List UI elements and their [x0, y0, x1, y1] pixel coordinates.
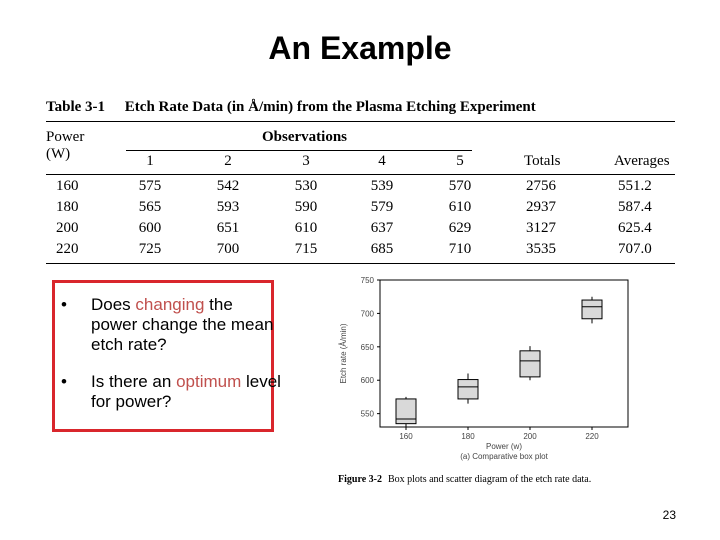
observations-rule	[126, 150, 472, 151]
observation-cell: 610	[448, 199, 472, 215]
chart-subtitle: (a) Comparative box plot	[460, 452, 548, 461]
comparative-box-plot	[330, 272, 650, 494]
x-tick-label: 220	[585, 432, 599, 441]
figure-caption-number: Figure 3-2	[338, 474, 382, 485]
power-cell: 220	[56, 241, 79, 257]
power-cell: 200	[56, 220, 79, 236]
power-cell: 180	[56, 199, 79, 215]
x-tick-label: 160	[399, 432, 413, 441]
slide-title: An Example	[268, 30, 452, 66]
observation-cell: 600	[138, 220, 162, 236]
observation-cell: 637	[370, 220, 394, 236]
observations-header: Observations	[262, 129, 348, 145]
observation-cell: 629	[448, 220, 472, 236]
y-tick-label: 650	[360, 342, 374, 352]
observation-cell: 539	[370, 178, 394, 194]
bullet-dot: •	[61, 372, 67, 391]
observation-cell: 530	[294, 178, 318, 194]
total-cell: 3127	[526, 220, 556, 236]
table-caption-text: Etch Rate Data (in Å/min) from the Plasma Etching Experiment	[124, 99, 536, 115]
obs-column-header: 2	[224, 153, 232, 169]
bullet-text-post: level for power?	[91, 372, 281, 411]
total-cell: 2937	[526, 199, 556, 215]
observation-cell: 593	[216, 199, 240, 215]
box-iqr	[520, 351, 540, 377]
figure-caption	[338, 474, 591, 485]
x-tick-label: 200	[523, 432, 537, 441]
table-caption-number: Table 3-1	[46, 99, 106, 115]
bullet-dot: •	[61, 295, 67, 314]
y-tick-label: 600	[360, 376, 374, 386]
y-tick-label: 750	[360, 276, 374, 285]
observation-cell: 610	[294, 220, 318, 236]
box-iqr	[396, 399, 416, 424]
averages-header: Averages	[614, 153, 670, 169]
power-cell: 160	[56, 178, 79, 194]
observation-cell: 570	[448, 178, 472, 194]
figure-caption-text: Box plots and scatter diagram of the etch rate data.	[387, 474, 592, 485]
observation-cell: 685	[370, 241, 394, 257]
observation-cell: 715	[294, 241, 318, 257]
bullet-text-pre: Is there an	[91, 372, 177, 391]
y-tick-label: 550	[360, 409, 374, 419]
table-bottom-rule	[46, 263, 675, 264]
observation-cell: 700	[216, 241, 240, 257]
observation-cell: 725	[138, 241, 162, 257]
observation-cell: 565	[138, 199, 162, 215]
observation-cell: 710	[448, 241, 472, 257]
x-axis-label: Power (w)	[485, 442, 523, 451]
average-cell: 587.4	[618, 199, 652, 215]
observation-cell: 575	[138, 178, 162, 194]
table-header-rule	[46, 174, 675, 175]
observation-cell: 651	[216, 220, 240, 236]
y-axis-label: Etch rate (Å/min)	[339, 323, 348, 384]
total-cell: 2756	[526, 178, 556, 194]
average-cell: 625.4	[618, 220, 652, 236]
observation-cell: 542	[216, 178, 240, 194]
box-iqr	[458, 380, 478, 399]
y-tick-label: 700	[360, 309, 374, 319]
power-unit-header: (W)	[46, 146, 71, 162]
table-caption	[46, 99, 536, 116]
obs-column-header: 4	[378, 153, 386, 169]
bullet-text	[91, 372, 281, 412]
totals-header: Totals	[524, 153, 561, 169]
bullet-text	[91, 295, 281, 355]
obs-column-header: 5	[456, 153, 464, 169]
power-header: Power	[46, 129, 85, 145]
observation-cell: 590	[294, 199, 318, 215]
bullet-text-pre: Does	[91, 295, 136, 314]
bullet-text-post: the power change the mean etch rate?	[91, 295, 274, 354]
average-cell: 707.0	[618, 241, 652, 257]
box-iqr	[582, 300, 602, 319]
page-number: 23	[662, 508, 676, 522]
total-cell: 3535	[526, 241, 556, 257]
question-box	[52, 280, 281, 432]
bullet-highlight: changing	[135, 295, 205, 314]
x-tick-label: 180	[461, 432, 475, 441]
observation-cell: 579	[370, 199, 394, 215]
bullet-highlight: optimum	[176, 372, 242, 391]
table-top-rule	[46, 121, 675, 122]
average-cell: 551.2	[618, 178, 652, 194]
obs-column-header: 3	[302, 153, 310, 169]
obs-column-header: 1	[146, 153, 154, 169]
